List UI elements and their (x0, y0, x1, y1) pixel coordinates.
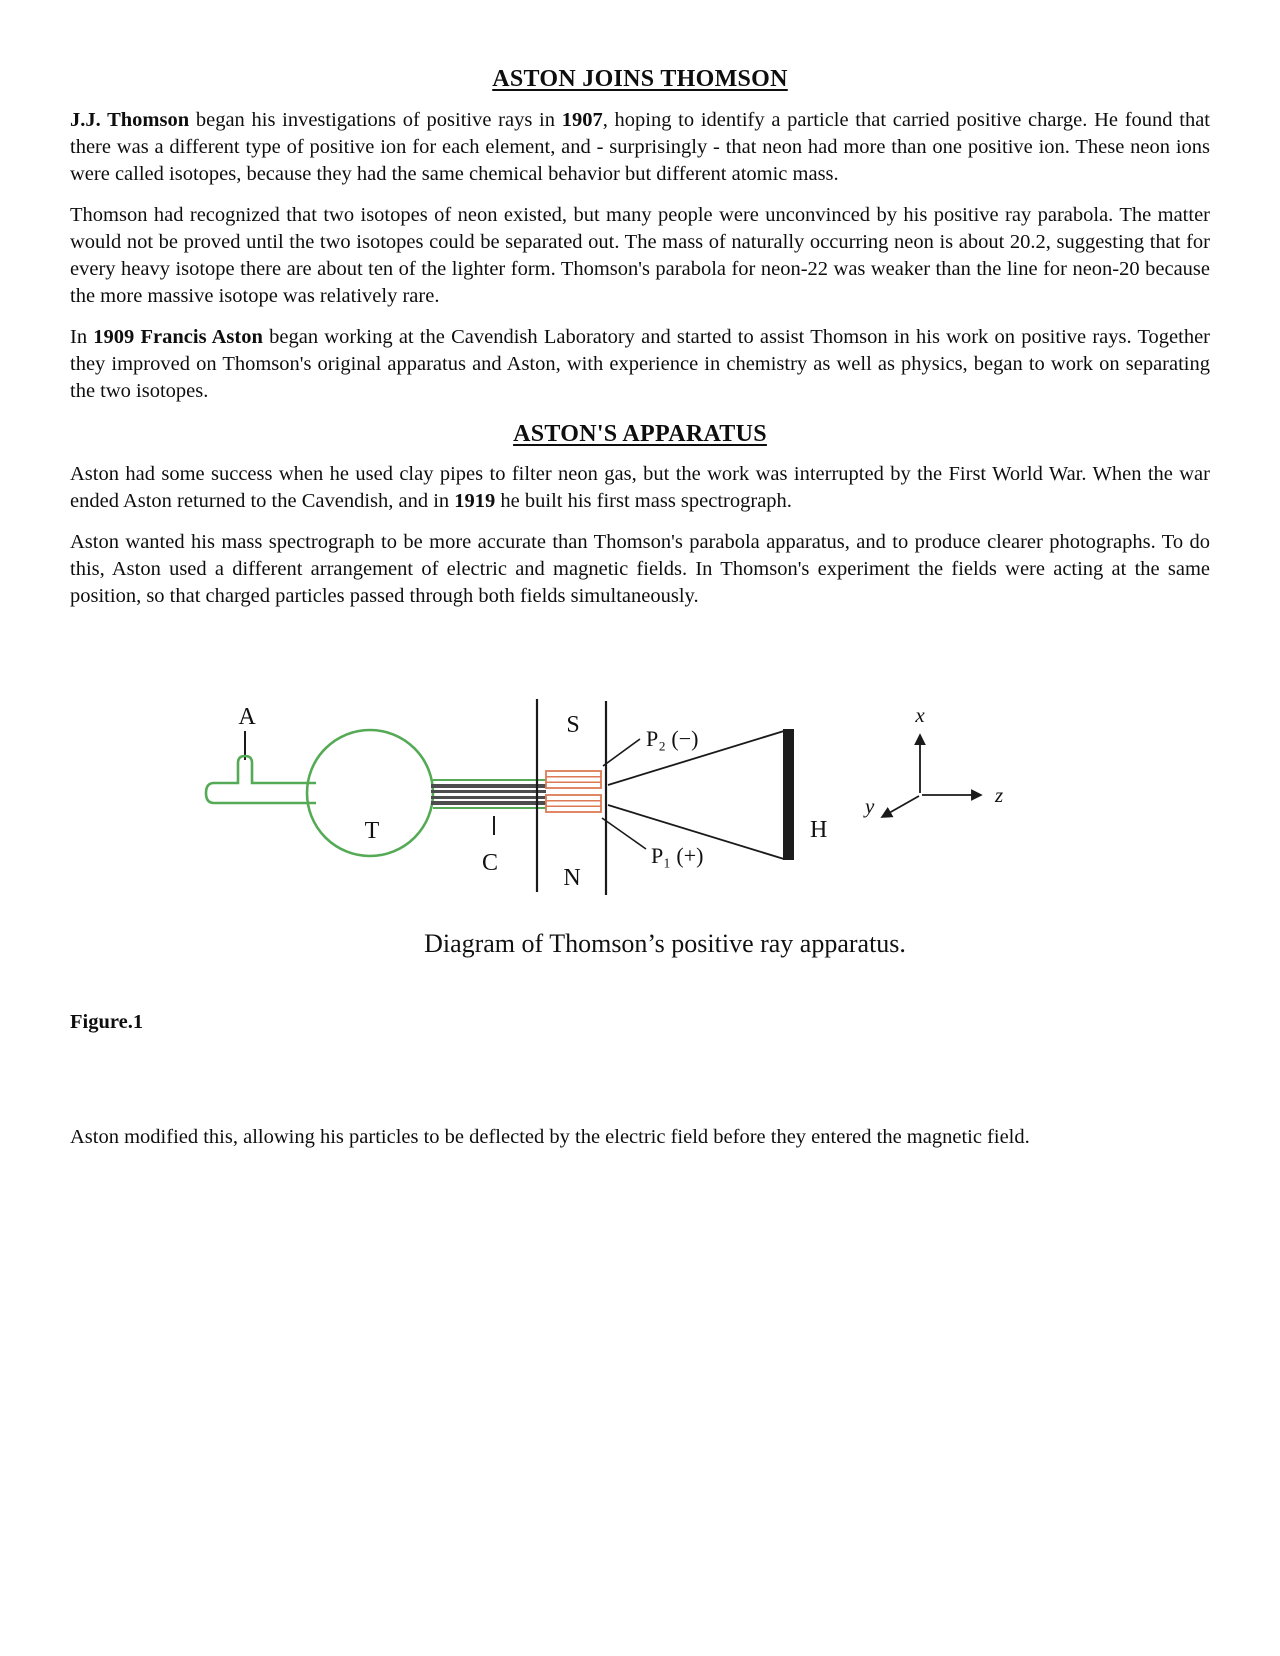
p2-pointer-line (603, 739, 640, 766)
heading-aston-joins-thomson: ASTON JOINS THOMSON (492, 66, 788, 92)
paragraph-3: In 1909 Francis Aston began working at the Cavendish Laboratory and started to assist Thomson in his work on positive rays. Together they improved on Thomson's original apparatus and Aston, with experience in chemistry as well as physics, began to work on separating the two isotopes. (70, 326, 1211, 402)
figure-label: Figure.1 (70, 1011, 144, 1033)
apparatus-diagram (70, 682, 1210, 927)
label-p2-negative: P₂ (−) (646, 726, 699, 751)
label-c: C (481, 850, 499, 876)
label-h-screen: H (810, 817, 828, 843)
label-s-pole: S (566, 712, 580, 738)
collimator-stripe (431, 796, 546, 799)
bold-1907: 1907 (561, 109, 603, 131)
inlet-tube (206, 756, 316, 803)
heading-astons-apparatus: ASTON'S APPARATUS (513, 421, 767, 447)
label-y-axis: y (865, 794, 875, 818)
label-x-axis: x (915, 703, 925, 727)
figure-1 (70, 682, 1210, 959)
bold-1909-francis-aston: 1909 Francis Aston (93, 326, 263, 348)
collimator-stripe (431, 784, 546, 788)
label-t: T (364, 818, 380, 844)
label-p1-positive: P₁ (+) (651, 843, 704, 868)
p1-pointer-line (602, 818, 646, 849)
figure-caption: Diagram of Thomson’s positive ray apparatus. (424, 929, 906, 958)
paragraph-2: Thomson had recognized that two isotopes of neon existed, but many people were unconvinced by his positive ray parabola. The matter would not be proved until the two isotopes could be separated out. The mass of naturally occurring neon is about 20.2, suggesting that for every heavy isotope there are about ten of the lighter form. Thomson's parabola for neon-22 was weaker than the line for neon-20 because the more massive isotope was relatively rare. (70, 204, 1210, 307)
label-a: A (238, 704, 256, 730)
photographic-screen (783, 729, 794, 860)
paragraph-1: J.J. Thomson began his investigations of positive rays in 1907, hoping to identify a particle that carried positive charge. He found that there was a different type of positive ion for each element, and - surprisingly - that neon had more than one positive ion. These neon ions were called isotopes, because they had the same chemical behavior but different atomic mass. (70, 109, 1210, 185)
upper-plate (546, 771, 601, 788)
lower-plate (546, 795, 601, 812)
label-n-pole: N (563, 865, 581, 891)
bold-jj-thomson: J.J. Thomson (70, 109, 190, 131)
paragraph-4: Aston had some success when he used clay pipes to filter neon gas, but the work was interrupted by the First World War. When the war ended Aston returned to the Cavendish, and in 1919 he built his first mass spectrograph. (70, 463, 1210, 512)
paragraph-6: Aston modified this, allowing his particles to be deflected by the electric field before they entered the magnetic field. (70, 1126, 1030, 1148)
y-axis-arrow (882, 796, 919, 817)
bold-1919: 1919 (454, 490, 496, 512)
collimator-stripe (431, 790, 546, 793)
label-z-axis: z (995, 783, 1004, 807)
collimator-stripe (431, 801, 546, 805)
paragraph-5: Aston wanted his mass spectrograph to be more accurate than Thomson's parabola apparatus, and to produce clearer photographs. To do this, Aston used a different arrangement of electric and magnetic fields. In Thomson's experiment the fields were acting at the same position, so that charged particles passed through both fields simultaneously. (70, 531, 1210, 607)
